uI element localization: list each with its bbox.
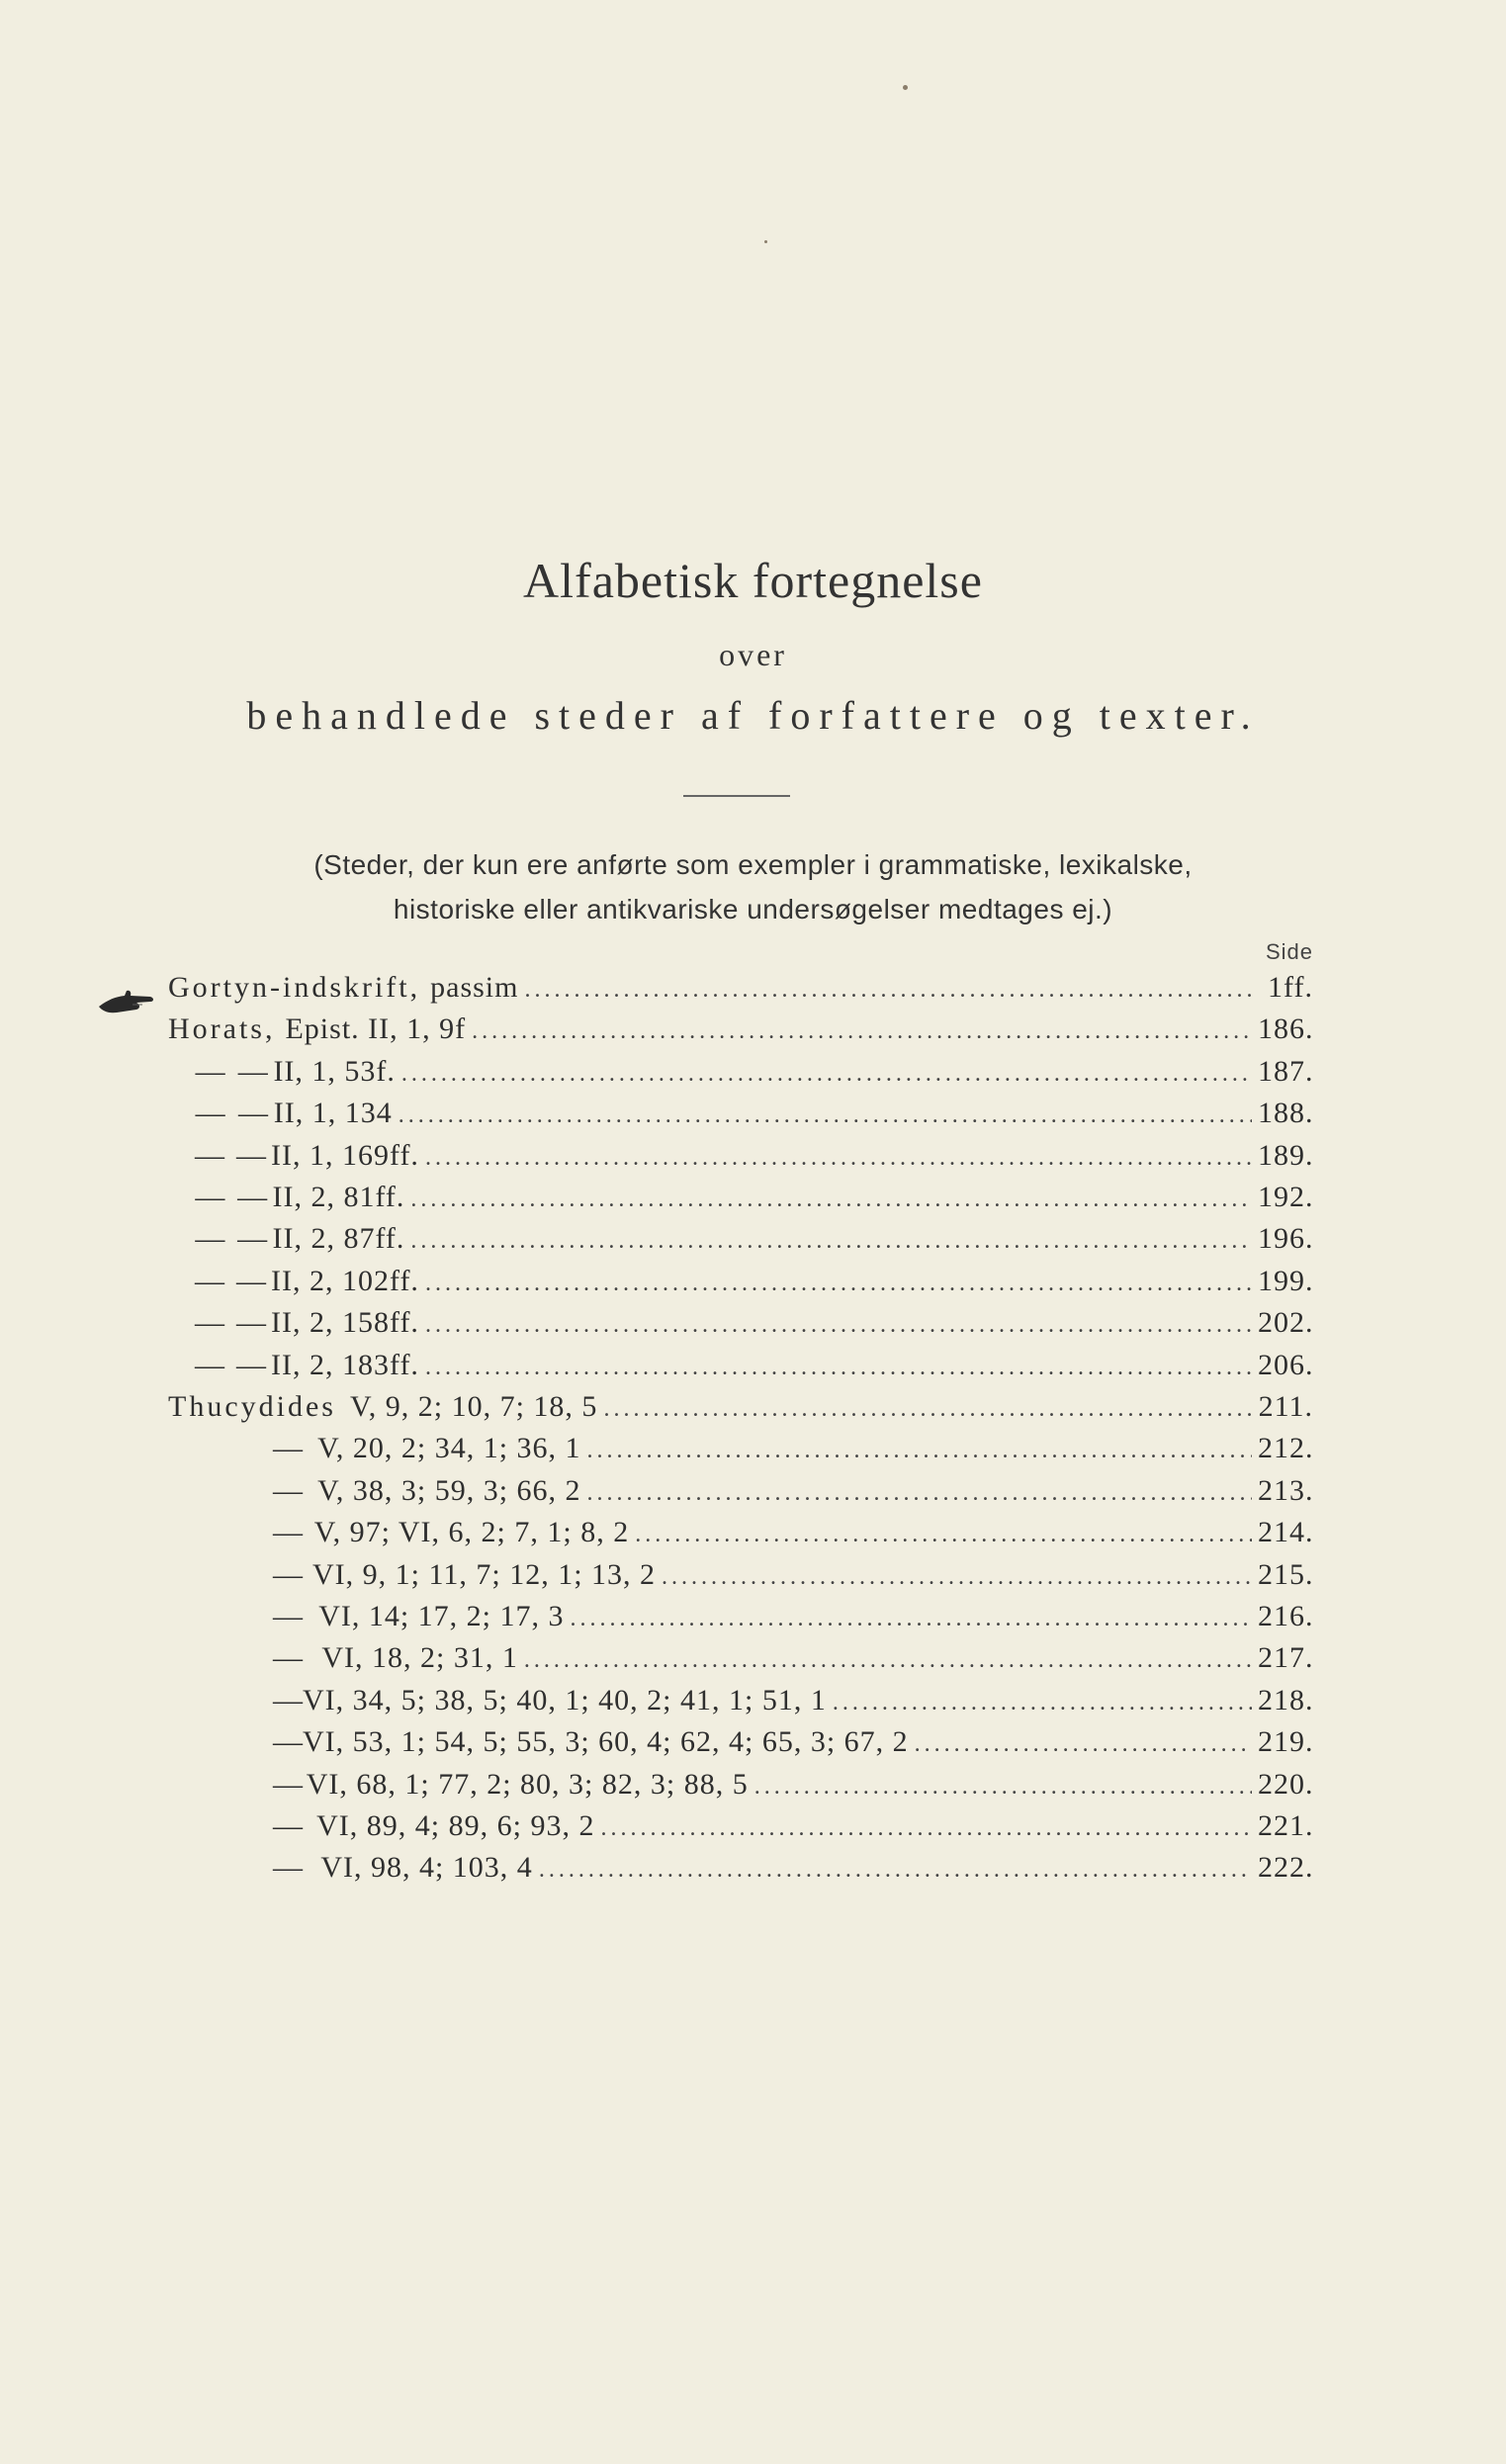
index-entry (168, 1558, 1313, 1598)
ditto-mark: — (237, 1054, 268, 1088)
dot-leader (425, 1355, 1252, 1381)
ditto-mark: — (235, 1138, 266, 1172)
index-entry (168, 1516, 1313, 1555)
entry-page-number: 206. (1257, 1348, 1314, 1381)
entry-page-number: 211. (1258, 1390, 1313, 1423)
entry-page-number: 221. (1258, 1809, 1314, 1842)
note-line-2: historiske eller antikvariske undersøgelser medtages ej.) (393, 894, 1113, 924)
entry-page-number: 199. (1257, 1264, 1314, 1297)
dot-leader (754, 1774, 1252, 1801)
ditto-mark: — (195, 1181, 225, 1213)
entry-reference: VI, 9, 1; 11, 7; 12, 1; 13, 2 (312, 1557, 657, 1591)
ditto-mark: — (195, 1222, 225, 1256)
entry-reference: V, 9, 2; 10, 7; 18, 5 (349, 1390, 598, 1423)
entry-page-number: 214. (1258, 1516, 1314, 1549)
entry-reference: Epist. II, 1, 9f (285, 1012, 467, 1046)
index-entry (168, 1851, 1313, 1891)
ditto-mark: — (273, 1432, 303, 1465)
entry-page-number: 212. (1258, 1432, 1314, 1465)
entry-reference: VI, 53, 1; 54, 5; 55, 3; 60, 4; 62, 4; 65, 3; 67, 2 (303, 1725, 909, 1759)
ditto-mark: — (273, 1683, 303, 1716)
title-divider (683, 795, 790, 797)
ditto-mark: — (194, 1348, 224, 1381)
entry-page-number: 219. (1258, 1725, 1314, 1759)
dot-leader (603, 1396, 1252, 1423)
ditto-mark: — (273, 1516, 303, 1549)
index-entry (168, 1012, 1313, 1052)
index-entry (168, 971, 1313, 1011)
ditto-mark: — (235, 1264, 266, 1297)
index-entry (168, 1684, 1313, 1723)
index-entry (168, 1432, 1313, 1471)
entry-author: Gortyn-indskrift, (168, 971, 421, 1004)
entry-reference: II, 1, 53f. (273, 1054, 396, 1088)
paper-speck (764, 240, 767, 243)
ditto-mark: — (273, 1809, 303, 1842)
ditto-mark: — (195, 1097, 225, 1130)
index-entry (168, 1306, 1313, 1346)
entry-page-number: 186. (1258, 1012, 1314, 1046)
ditto-mark: — (235, 1348, 266, 1381)
note-line-1: (Steder, der kun ere anførte som exempler i grammatiske, lexikalske, (313, 849, 1193, 880)
entry-page-number: 189. (1257, 1138, 1314, 1172)
entry-reference: II, 2, 183ff. (271, 1348, 419, 1381)
ditto-mark: — (273, 1557, 303, 1591)
entry-author: Thucydides (168, 1390, 336, 1423)
index-entry (168, 1768, 1313, 1807)
dot-leader (915, 1731, 1252, 1758)
entry-reference: II, 2, 81ff. (272, 1181, 405, 1213)
dot-leader (524, 977, 1252, 1004)
title-connector: over (719, 637, 787, 672)
entry-page-number: 213. (1258, 1473, 1314, 1507)
entry-page-number: 222. (1258, 1851, 1314, 1885)
entry-page-number: 1ff. (1268, 971, 1313, 1004)
entry-page-number: 196. (1258, 1222, 1314, 1256)
entry-page-number: 220. (1258, 1767, 1314, 1801)
index-entry (168, 1349, 1313, 1388)
ditto-mark: — (273, 1600, 303, 1632)
entry-page-number: 217. (1258, 1641, 1314, 1675)
index-entry (168, 1139, 1313, 1179)
ditto-mark: — (273, 1473, 303, 1507)
dot-leader (524, 1647, 1252, 1674)
page-column-label: Side (1265, 939, 1313, 964)
dot-leader (399, 1102, 1252, 1129)
dot-leader (662, 1564, 1252, 1591)
dot-leader (472, 1018, 1252, 1045)
entry-page-number: 218. (1258, 1683, 1314, 1716)
dot-leader (833, 1690, 1252, 1716)
page-subtitle: behandlede steder af forfattere og texter. (246, 693, 1260, 738)
entry-page-number: 216. (1258, 1600, 1314, 1632)
index-entry (168, 1809, 1313, 1849)
index-entry (168, 1390, 1313, 1430)
entry-author: Horats, (168, 1012, 276, 1046)
entry-reference: VI, 34, 5; 38, 5; 40, 1; 40, 2; 41, 1; 51, 1 (303, 1683, 827, 1716)
entry-reference: V, 20, 2; 34, 1; 36, 1 (317, 1432, 581, 1465)
ditto-mark: — (194, 1264, 224, 1297)
ditto-mark: — (273, 1851, 303, 1885)
entry-reference: II, 1, 134 (273, 1097, 393, 1130)
dot-leader (635, 1522, 1252, 1548)
entry-reference: II, 2, 87ff. (272, 1222, 405, 1256)
dot-leader (587, 1438, 1252, 1464)
entry-page-number: 215. (1258, 1557, 1314, 1591)
index-entry (168, 1725, 1313, 1765)
index-entry (168, 1181, 1313, 1220)
ditto-mark: — (194, 1306, 224, 1340)
dot-leader (425, 1312, 1252, 1339)
index-entry (168, 1600, 1313, 1639)
entry-page-number: 192. (1258, 1181, 1314, 1213)
ditto-mark: — (273, 1641, 303, 1675)
ditto-mark: — (237, 1181, 268, 1213)
entry-reference: V, 38, 3; 59, 3; 66, 2 (317, 1473, 581, 1507)
index-entry (168, 1641, 1313, 1681)
index-entry (168, 1265, 1313, 1304)
ditto-mark: — (195, 1054, 225, 1088)
entry-reference: passim (430, 971, 519, 1004)
entry-reference: VI, 98, 4; 103, 4 (320, 1851, 533, 1885)
index-entry (168, 1222, 1313, 1262)
entry-reference: VI, 18, 2; 31, 1 (321, 1641, 518, 1675)
dot-leader (401, 1061, 1252, 1088)
page-title: Alfabetisk fortegnelse (523, 553, 983, 608)
entry-reference: II, 1, 169ff. (271, 1138, 419, 1172)
dot-leader (600, 1815, 1252, 1842)
entry-page-number: 202. (1257, 1306, 1314, 1340)
entry-reference: VI, 89, 4; 89, 6; 93, 2 (316, 1809, 595, 1842)
index-entry (168, 1474, 1313, 1514)
entry-reference: II, 2, 102ff. (271, 1264, 419, 1297)
editorial-note (148, 842, 1358, 931)
ditto-mark: — (237, 1222, 268, 1256)
ditto-mark: — (273, 1767, 303, 1801)
ditto-mark: — (273, 1725, 303, 1759)
ditto-mark: — (238, 1097, 269, 1130)
entry-page-number: 187. (1258, 1054, 1314, 1088)
pointing-hand-icon (97, 987, 156, 1016)
ditto-mark: — (194, 1138, 224, 1172)
index-entry (168, 1097, 1313, 1136)
dot-leader (425, 1271, 1252, 1297)
index-entry (168, 1055, 1313, 1095)
dot-leader (571, 1606, 1252, 1632)
dot-leader (425, 1145, 1252, 1172)
entry-reference: VI, 14; 17, 2; 17, 3 (318, 1600, 565, 1632)
ditto-mark: — (235, 1306, 266, 1340)
dot-leader (410, 1187, 1252, 1213)
dot-leader (410, 1228, 1252, 1255)
paper-speck (903, 85, 908, 90)
entry-reference: V, 97; VI, 6, 2; 7, 1; 8, 2 (313, 1516, 630, 1549)
dot-leader (539, 1857, 1252, 1884)
entry-reference: II, 2, 158ff. (271, 1306, 419, 1340)
entry-reference: VI, 68, 1; 77, 2; 80, 3; 82, 3; 88, 5 (306, 1767, 749, 1801)
entry-page-number: 188. (1258, 1097, 1314, 1130)
dot-leader (587, 1480, 1252, 1507)
